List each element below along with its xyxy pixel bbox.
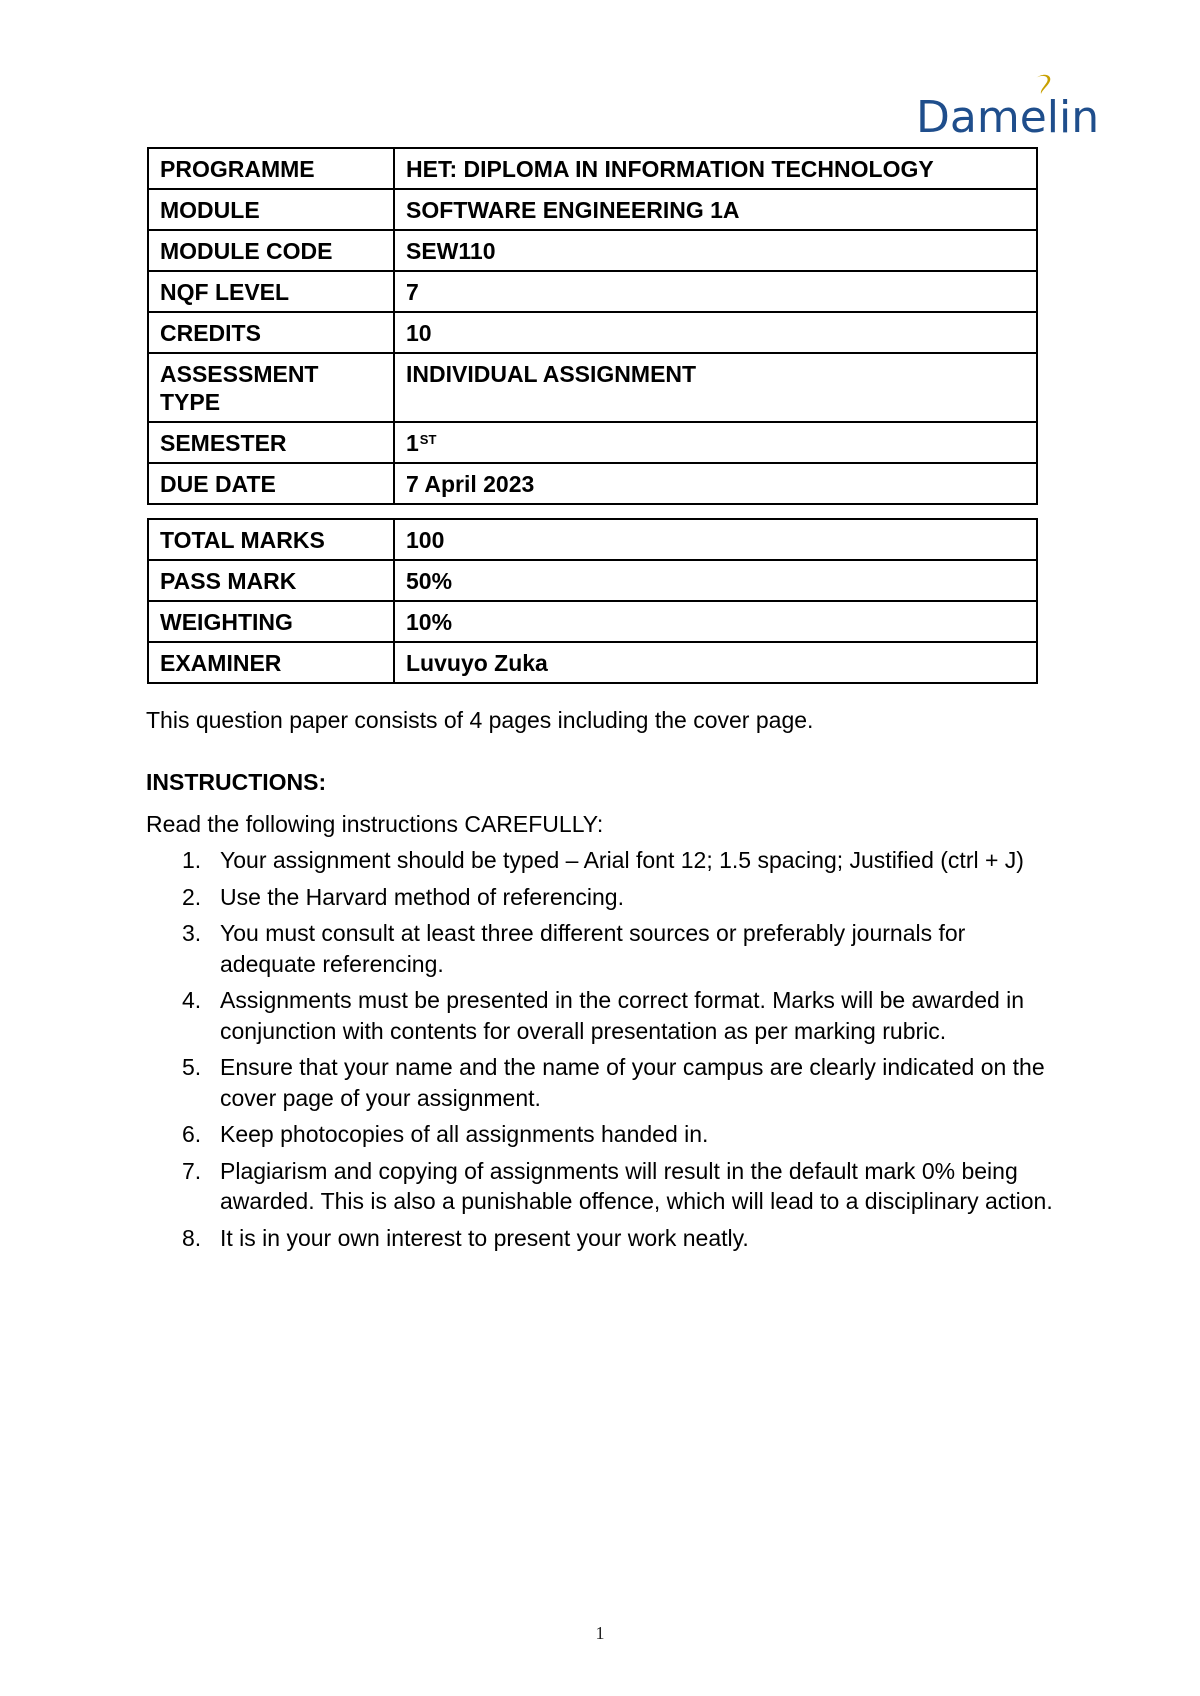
list-item-number: 6. bbox=[182, 1121, 202, 1147]
table-row bbox=[148, 519, 1037, 560]
row-label: DUE DATE bbox=[148, 463, 394, 504]
row-value: Luvuyo Zuka bbox=[394, 642, 1037, 683]
row-value: INDIVIDUAL ASSIGNMENT bbox=[394, 353, 1037, 422]
list-item-text: Keep photocopies of all assignments handed in. bbox=[220, 1121, 709, 1147]
list-item bbox=[146, 1119, 1056, 1150]
row-value: 7 April 2023 bbox=[394, 463, 1037, 504]
instructions-heading: INSTRUCTIONS: bbox=[146, 769, 327, 795]
list-item-text: Plagiarism and copying of assignments will result in the default mark 0% being awarded. This is also a punishable offence, which will lead to a disciplinary action. bbox=[220, 1157, 1053, 1214]
row-value: 10 bbox=[394, 312, 1037, 353]
row-value: SOFTWARE ENGINEERING 1A bbox=[394, 189, 1037, 230]
row-value: SEW110 bbox=[394, 230, 1037, 271]
list-item-text: Use the Harvard method of referencing. bbox=[220, 883, 624, 910]
list-item bbox=[146, 985, 1056, 1046]
table-row bbox=[148, 642, 1037, 683]
list-item bbox=[146, 1223, 1056, 1254]
table-row bbox=[148, 560, 1037, 601]
course-details-table bbox=[147, 147, 1038, 505]
list-item-text: Your assignment should be typed – Arial font 12; 1.5 spacing; Justified (ctrl + J) bbox=[220, 847, 1024, 873]
semester-ordinal-suffix: ST bbox=[419, 432, 437, 447]
row-label: PASS MARK bbox=[148, 560, 394, 601]
list-item-text: Ensure that your name and the name of your campus are clearly indicated on the cover page of your assignment. bbox=[220, 1054, 1045, 1111]
table-row bbox=[148, 312, 1037, 353]
list-item-number: 3. bbox=[182, 920, 202, 946]
list-item-number: 1. bbox=[182, 847, 202, 873]
row-label: NQF LEVEL bbox=[148, 271, 394, 312]
list-item-text: You must consult at least three different sources or preferably journals for adequate referencing. bbox=[220, 920, 966, 977]
list-item bbox=[146, 845, 1056, 876]
row-label: EXAMINER bbox=[148, 642, 394, 683]
list-item bbox=[146, 1052, 1056, 1113]
row-label: WEIGHTING bbox=[148, 601, 394, 642]
table-row bbox=[148, 353, 1037, 422]
row-value: 50% bbox=[394, 560, 1037, 601]
table-row bbox=[148, 601, 1037, 642]
row-value: 7 bbox=[394, 271, 1037, 312]
damelin-logo-graphic bbox=[916, 70, 1100, 143]
instructions-list bbox=[146, 845, 1056, 1259]
row-label: MODULE CODE bbox=[148, 230, 394, 271]
instructions-intro: Read the following instructions CAREFULLY: bbox=[146, 811, 604, 837]
row-value: 100 bbox=[394, 519, 1037, 560]
semester-number: 1 bbox=[406, 430, 419, 456]
row-label: PROGRAMME bbox=[148, 148, 394, 189]
list-item-number: 5. bbox=[182, 1054, 202, 1080]
list-item-text: Assignments must be presented in the correct format. Marks will be awarded in conjunction with contents for overall presentation as per marking rubric. bbox=[220, 987, 1025, 1044]
table-row bbox=[148, 463, 1037, 504]
list-item-number: 4. bbox=[182, 987, 202, 1013]
table-row bbox=[148, 148, 1037, 189]
list-item-number: 2. bbox=[182, 883, 202, 910]
damelin-logo bbox=[916, 70, 1100, 143]
row-label: MODULE bbox=[148, 189, 394, 230]
list-item-text: It is in your own interest to present your work neatly. bbox=[220, 1224, 749, 1251]
row-label: TOTAL MARKS bbox=[148, 519, 394, 560]
table-row bbox=[148, 422, 1037, 463]
row-value: 10% bbox=[394, 601, 1037, 642]
row-label: SEMESTER bbox=[148, 422, 394, 463]
table-row bbox=[148, 271, 1037, 312]
list-item bbox=[146, 918, 1056, 979]
row-label: ASSESSMENT TYPE bbox=[148, 353, 394, 422]
table-row bbox=[148, 189, 1037, 230]
list-item-number: 8. bbox=[182, 1224, 202, 1251]
row-value: HET: DIPLOMA IN INFORMATION TECHNOLOGY bbox=[394, 148, 1037, 189]
list-item bbox=[146, 1156, 1056, 1217]
list-item bbox=[146, 882, 1056, 913]
logo-wordmark: Damelin bbox=[916, 92, 1100, 143]
pages-note: This question paper consists of 4 pages including the cover page. bbox=[146, 707, 814, 733]
page-number: 1 bbox=[595, 1623, 605, 1643]
list-item-number: 7. bbox=[182, 1157, 202, 1184]
table-row bbox=[148, 230, 1037, 271]
row-label: CREDITS bbox=[148, 312, 394, 353]
marks-details-table bbox=[147, 518, 1038, 684]
row-value bbox=[394, 422, 1037, 463]
